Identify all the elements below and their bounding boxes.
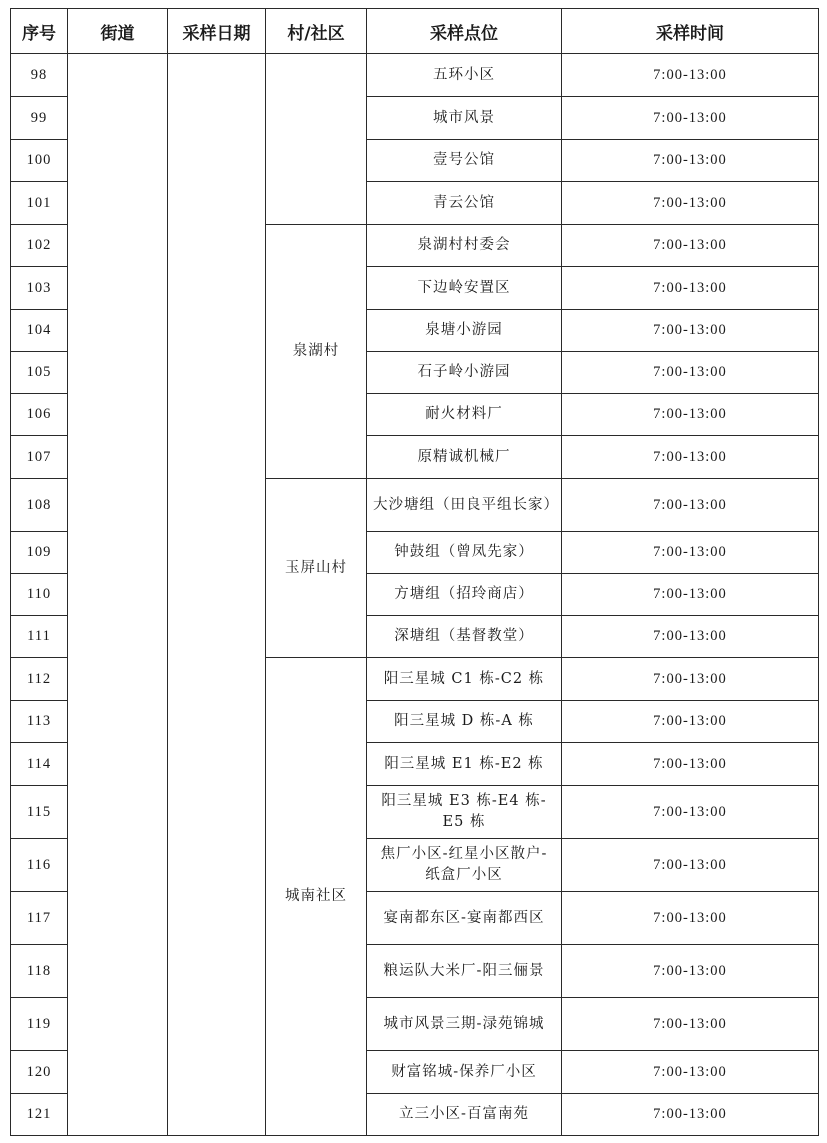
sampling-time: 7:00-13:00 bbox=[562, 310, 819, 352]
sampling-point: 下边岭安置区 bbox=[367, 267, 562, 310]
sampling-point: 阳三星城 C1 栋-C2 栋 bbox=[367, 658, 562, 701]
date-cell bbox=[168, 54, 266, 1136]
row-index: 102 bbox=[11, 225, 68, 267]
row-index: 108 bbox=[11, 479, 68, 532]
sampling-time: 7:00-13:00 bbox=[562, 352, 819, 394]
sampling-point: 泉塘小游园 bbox=[367, 310, 562, 352]
sampling-point: 石子岭小游园 bbox=[367, 352, 562, 394]
row-index: 115 bbox=[11, 786, 68, 839]
sampling-schedule-table bbox=[10, 8, 819, 1136]
row-index: 114 bbox=[11, 743, 68, 786]
sampling-point: 粮运队大米厂-阳三俪景 bbox=[367, 945, 562, 998]
sampling-point: 阳三星城 E1 栋-E2 栋 bbox=[367, 743, 562, 786]
row-index: 111 bbox=[11, 616, 68, 658]
header-point: 采样点位 bbox=[367, 9, 562, 54]
row-index: 98 bbox=[11, 54, 68, 97]
sampling-point: 方塘组（招玲商店） bbox=[367, 574, 562, 616]
row-index: 117 bbox=[11, 892, 68, 945]
header-index: 序号 bbox=[11, 9, 68, 54]
sampling-time: 7:00-13:00 bbox=[562, 658, 819, 701]
row-index: 105 bbox=[11, 352, 68, 394]
sampling-time: 7:00-13:00 bbox=[562, 701, 819, 743]
sampling-time: 7:00-13:00 bbox=[562, 479, 819, 532]
table-row bbox=[11, 54, 819, 97]
row-index: 116 bbox=[11, 839, 68, 892]
sampling-time: 7:00-13:00 bbox=[562, 743, 819, 786]
sampling-point: 宴南都东区-宴南都西区 bbox=[367, 892, 562, 945]
sampling-point: 泉湖村村委会 bbox=[367, 225, 562, 267]
row-index: 109 bbox=[11, 532, 68, 574]
sampling-time: 7:00-13:00 bbox=[562, 616, 819, 658]
row-index: 106 bbox=[11, 394, 68, 436]
row-index: 103 bbox=[11, 267, 68, 310]
village-cell: 城南社区 bbox=[266, 658, 367, 1136]
header-street: 街道 bbox=[68, 9, 168, 54]
sampling-point: 立三小区-百富南苑 bbox=[367, 1094, 562, 1136]
sampling-time: 7:00-13:00 bbox=[562, 182, 819, 225]
sampling-time: 7:00-13:00 bbox=[562, 892, 819, 945]
row-index: 101 bbox=[11, 182, 68, 225]
row-index: 120 bbox=[11, 1051, 68, 1094]
sampling-time: 7:00-13:00 bbox=[562, 267, 819, 310]
row-index: 118 bbox=[11, 945, 68, 998]
row-index: 121 bbox=[11, 1094, 68, 1136]
header-date: 采样日期 bbox=[168, 9, 266, 54]
sampling-time: 7:00-13:00 bbox=[562, 140, 819, 182]
village-cell bbox=[266, 54, 367, 225]
sampling-point: 壹号公馆 bbox=[367, 140, 562, 182]
sampling-time: 7:00-13:00 bbox=[562, 839, 819, 892]
sampling-time: 7:00-13:00 bbox=[562, 532, 819, 574]
sampling-time: 7:00-13:00 bbox=[562, 97, 819, 140]
sampling-point: 阳三星城 D 栋-A 栋 bbox=[367, 701, 562, 743]
row-index: 99 bbox=[11, 97, 68, 140]
village-cell: 泉湖村 bbox=[266, 225, 367, 479]
sampling-time: 7:00-13:00 bbox=[562, 394, 819, 436]
row-index: 119 bbox=[11, 998, 68, 1051]
sampling-point: 五环小区 bbox=[367, 54, 562, 97]
sampling-time: 7:00-13:00 bbox=[562, 1094, 819, 1136]
sampling-point: 焦厂小区-红星小区散户-纸盒厂小区 bbox=[367, 839, 562, 892]
row-index: 110 bbox=[11, 574, 68, 616]
sampling-time: 7:00-13:00 bbox=[562, 945, 819, 998]
sampling-time: 7:00-13:00 bbox=[562, 436, 819, 479]
row-index: 112 bbox=[11, 658, 68, 701]
row-index: 113 bbox=[11, 701, 68, 743]
sampling-point: 青云公馆 bbox=[367, 182, 562, 225]
sampling-point: 城市风景三期-渌苑锦城 bbox=[367, 998, 562, 1051]
sampling-time: 7:00-13:00 bbox=[562, 574, 819, 616]
sampling-time: 7:00-13:00 bbox=[562, 1051, 819, 1094]
row-index: 107 bbox=[11, 436, 68, 479]
sampling-time: 7:00-13:00 bbox=[562, 786, 819, 839]
header-time: 采样时间 bbox=[562, 9, 819, 54]
sampling-point: 钟鼓组（曾凤先家） bbox=[367, 532, 562, 574]
sampling-point: 耐火材料厂 bbox=[367, 394, 562, 436]
sampling-point: 大沙塘组（田良平组长家） bbox=[367, 479, 562, 532]
street-cell bbox=[68, 54, 168, 1136]
sampling-point: 深塘组（基督教堂） bbox=[367, 616, 562, 658]
sampling-time: 7:00-13:00 bbox=[562, 225, 819, 267]
header-row bbox=[11, 9, 819, 54]
sampling-point: 原精诚机械厂 bbox=[367, 436, 562, 479]
row-index: 104 bbox=[11, 310, 68, 352]
sampling-point: 城市风景 bbox=[367, 97, 562, 140]
sampling-time: 7:00-13:00 bbox=[562, 998, 819, 1051]
sampling-time: 7:00-13:00 bbox=[562, 54, 819, 97]
sampling-point: 阳三星城 E3 栋-E4 栋-E5 栋 bbox=[367, 786, 562, 839]
row-index: 100 bbox=[11, 140, 68, 182]
header-village: 村/社区 bbox=[266, 9, 367, 54]
village-cell: 玉屏山村 bbox=[266, 479, 367, 658]
sampling-point: 财富铭城-保养厂小区 bbox=[367, 1051, 562, 1094]
